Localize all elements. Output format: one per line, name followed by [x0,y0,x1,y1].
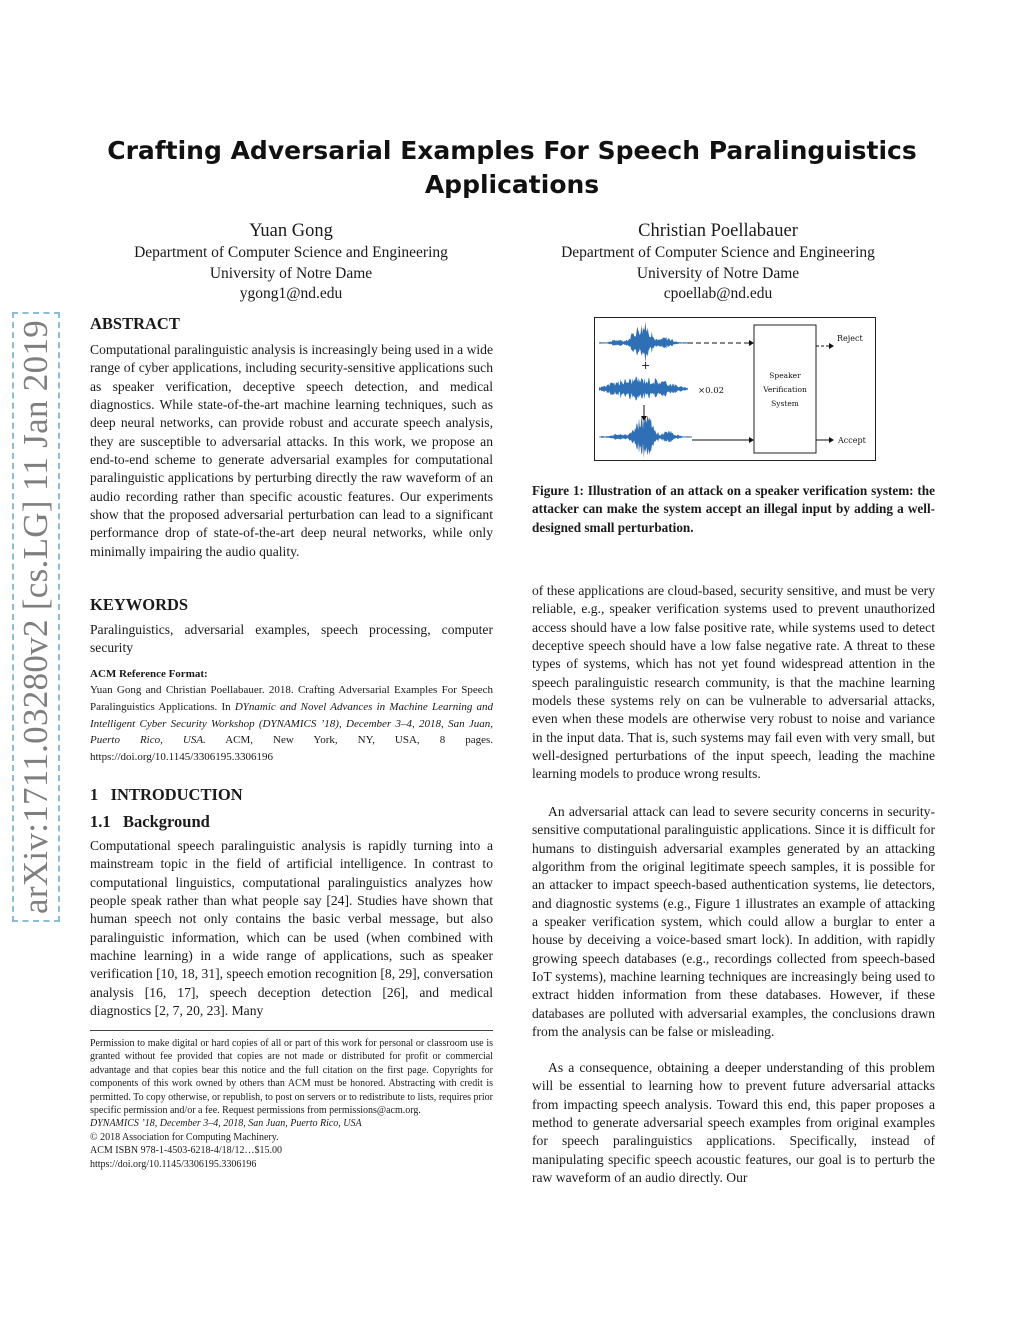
acm-ref-text [90,682,493,766]
background-heading [90,811,493,833]
perturbation-waveform [599,377,688,401]
accept-label: Accept [838,436,866,445]
intro-paragraph-4: As a consequence, obtaining a deeper understanding of this problem will be essential to learning how to prevent future adversarial attacks from impacting speech analysis. Toward this end, this paper proposes a method to generate adversarial speech examples from original examples for speech paralinguistics applications. Specifically, instead of manipulating specific speech acoustic features, our goal is to perturb the raw waveform of an audio directly. Our [532,1060,935,1186]
box-label-line-1: Speaker [769,371,801,380]
permission-notice: Permission to make digital or hard copies of all or part of this work for personal or classroom use is granted without fee provided that copies are not made or distributed for profit or commercial advantage and that copies bear this notice and the full citation on the first page. Copyrights for components of this work owned by others than ACM must be honored. Abstracting with credit is permitted. To copy otherwise, or republish, to post on servers or to redistribute to lists, requires prior specific permission and/or a fee. Request permissions from permissions@acm.org. [90,1038,493,1117]
intro-paragraph-2: of these applications are cloud-based, security sensitive, and must be very reliable, e.g., speaker verification systems used to prevent unauthorized access should have a low false positive rate, while systems used to detect deceptive speech should have a low false negative rate. A threat to these types of systems, which has not yet found widespread attention in the speech paralinguistic research community, is that the machine learning models these systems rely on can be vulnerable to adversarial attacks, even when these models are otherwise very robust to noise and variance in the input data. That is, such systems may fail even with very small, but well-designed perturbations of the input speech, leading the machine learning models to produce wrong results. [532,583,935,782]
acm-ref-part1: Yuan Gong and Christian Poellabauer. 2018. Crafting Adversarial Examples For Speech Paralinguistics Applications. In [90,684,493,713]
author-university: University of Notre Dame [209,264,373,282]
box-label-line-2: Verification [763,385,807,394]
paper-title: Crafting Adversarial Examples For Speech Paralinguistics Applications [107,136,917,199]
author-name: Christian Poellabauer [638,221,798,241]
reject-path-arrowhead [749,340,754,346]
abstract-heading [90,313,493,335]
scale-label: ×0.02 [698,386,725,396]
doi-link[interactable]: https://doi.org/10.1145/3306195.3306196 [90,1158,257,1170]
copyright-line: © 2018 Association for Computing Machinery. [90,1131,279,1143]
keywords-text: Paralinguistics, adversarial examples, speech processing, computer security [90,622,493,656]
keywords-heading [90,594,493,616]
subsection-number: 1.1 [90,812,111,831]
plus-sign: + [641,359,651,372]
author-email[interactable]: ygong1@nd.edu [239,285,343,302]
section-number: 1 [90,785,99,804]
figure-1-caption: Figure 1: Illustration of an attack on a speaker verification system: the attacker can make the system accept an illegal input by adding a well-designed small perturbation. [532,483,935,535]
intro-paragraph-1: Computational speech paralinguistic analysis is rapidly turning into a mainstream topic in the field of artificial intelligence. In contrast to computational linguistics, computational paralinguistics analyzes how people speak rather than what people say [24]. Studies have shown that human speech not only contains the basic verbal message, but also paralinguistic information, which can be used (when combined with machine learning) in a wide range of applications, such as speaker verification [10, 18, 31], speech emotion recognition [8, 29], conversation analysis [16, 17], speech deception detection [26], and medical diagnostics [2, 7, 20, 23]. Many [90,838,493,1019]
author-email[interactable]: cpoellab@nd.edu [663,285,773,302]
acm-ref-heading: ACM Reference Format: [90,668,208,680]
author-department: Department of Computer Science and Engineering [134,244,448,261]
subsection-title: Background [123,812,210,831]
venue-line: DYNAMICS ’18, December 3–4, 2018, San Juan, Puerto Rico, USA [90,1118,362,1130]
original-waveform-top [599,322,688,363]
figure-1-diagram [594,317,876,461]
author-department: Department of Computer Science and Engineering [561,244,875,261]
footnote [90,1037,493,1171]
arxiv-stamp-text: arXiv:1711.03280v2 [cs.LG] 11 Jan 2019 [16,316,56,918]
reject-output-arrowhead [829,343,834,349]
intro-paragraph-3: An adversarial attack can lead to severe security concerns in security-sensitive computational paralinguistic applications. Since it is difficult for humans to distinguish adversarial examples generated by an attacking algorithm from the original legitimate speech samples, it is possible for an attacker to impact speech-based authentication systems, lie detectors, and diagnostic systems (e.g., Figure 1 illustrates an example of attacking a speaker verification system, which could allow a burglar to enter a house by deceiving a voice-based smart lock). In addition, with rapidly growing speech databases (e.g., recordings collected from speech-based IoT systems), machine learning techniques are increasingly being used to extract hidden information from these databases. However, if these databases are polluted with adversarial examples, the conclusions drawn from the analysis can be false or misleading. [532,804,935,1040]
section-heading: KEYWORDS [90,595,189,614]
accept-output-arrowhead [829,437,834,443]
author-name: Yuan Gong [249,221,333,241]
reject-label: Reject [837,334,863,343]
author-block-1 [90,219,492,305]
intro-heading [90,784,493,806]
arxiv-stamp [6,322,66,912]
author-block-2 [532,219,904,305]
isbn-line: ACM ISBN 978-1-4503-6218-4/18/12…$15.00 [90,1145,282,1157]
section-title: INTRODUCTION [110,785,243,804]
footnote-rule [90,1030,493,1031]
section-heading: ABSTRACT [90,314,180,333]
author-university: University of Notre Dame [636,264,800,282]
input-arrowhead [749,437,754,443]
box-label-line-3: System [771,399,799,408]
acm-ref-part2: ACM, New York, NY, USA, 8 pages. https://doi.org/10.1145/3306195.3306196 [90,734,493,764]
acm-ref-venue: DYnamic and Novel Advances in Machine Learning and Intelligent Cyber Security Workshop (DYNAMICS ’18), December 3–4, 2018, San Juan, Puerto Rico, USA. [90,700,493,747]
abstract-text: Computational paralinguistic analysis is increasingly being used in a wide range of cyber applications, including security-sensitive applications such as speaker verification, deceptive speech detection, and medical diagnostics. While state-of-the-art machine learning techniques, such as deep neural networks, can provide robust and accurate speech analysis, they are susceptible to adversarial attacks. In this work, we propose an end-to-end scheme to generate adversarial examples for computational paralinguistic applications by perturbing directly the raw waveform of an audio recording rather than specific acoustic features. Our experiments show that the proposed adversarial perturbation can lead to a significant performance drop of state-of-the-art deep neural networks, while only minimally impairing the audio quality. [90,342,493,559]
adversarial-waveform [599,416,692,458]
